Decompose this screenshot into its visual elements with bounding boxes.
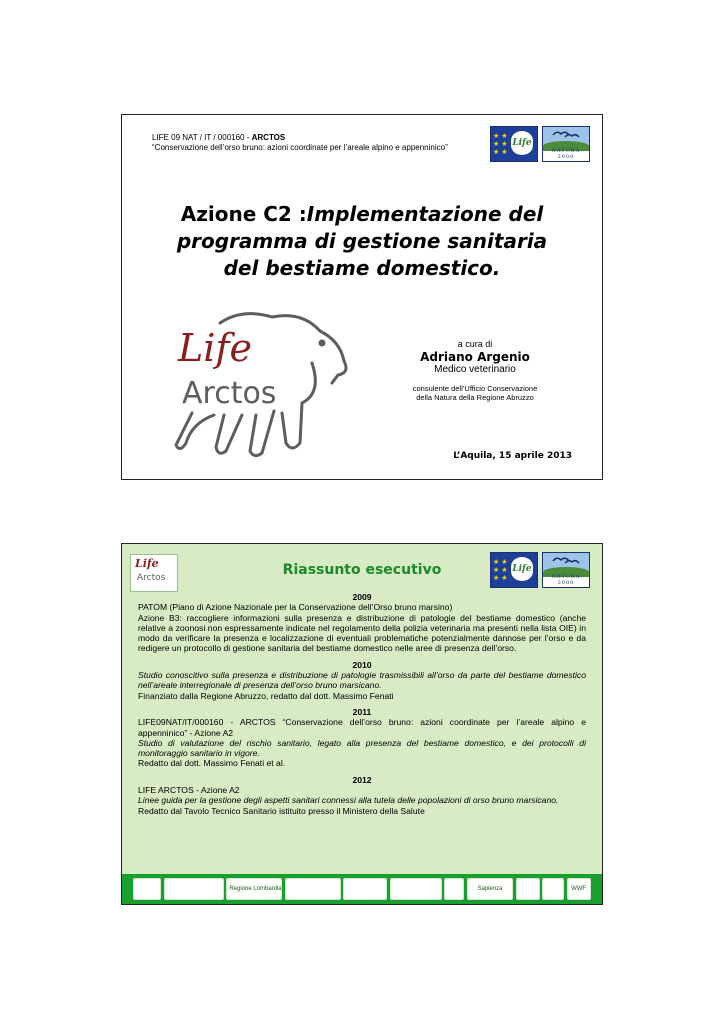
- natura-2000-logo: NATURA 2000: [542, 552, 590, 588]
- header-logos: [490, 552, 590, 588]
- life-arctos-logo: [162, 303, 362, 463]
- year-2011: 2011: [352, 706, 372, 717]
- year-2010: 2010: [352, 659, 372, 670]
- author-affiliation: consulente dell’Ufficio Conservazione della Natura della Regione Abruzzo: [412, 384, 538, 402]
- project-subtitle: “Conservazione dell’orso bruno: azioni coordinate per l’areale alpino e appenninico”: [152, 143, 448, 152]
- partner-logo: [285, 878, 341, 900]
- wwf-logo: WWF: [567, 878, 591, 900]
- summary-slide: [121, 543, 603, 905]
- eu-stars-icon: ★ ★ ★ ★ ★ ★: [493, 559, 508, 582]
- partner-logo: [444, 878, 464, 900]
- partner-logo: [343, 878, 387, 900]
- regione-lombardia-logo: Regione Lombardia: [226, 878, 282, 900]
- year-2009: 2009: [352, 592, 372, 602]
- partner-logo: [516, 878, 540, 900]
- eu-life-logo: ★ ★ ★ ★ ★ ★ Life: [490, 552, 538, 588]
- author-block: a cura di Adriano Argenio Medico veterinario consulente dell’Ufficio Conservazione della Natura della Regione Abruzzo: [380, 339, 570, 402]
- life-wordmark: Life: [178, 326, 252, 370]
- arctos-wordmark: Arctos: [182, 376, 277, 411]
- project-header: [152, 133, 448, 153]
- slide-heading: Riassunto esecutivo: [282, 562, 442, 578]
- birds-icon: [551, 129, 581, 139]
- year-2012: 2012: [352, 774, 372, 785]
- summary-body: 2009 PATOM (Piano di Azione Nazionale per la Conservazione dell’Orso bruno marsino) Azione B3: raccogliere informazioni sulla presenza e distribuzione di patologie del bestiame domestico (anche relative a zoonosi non espressamente indicate nel regolamento della polizia veterinaria ma presenti nella lista OIE) in modo da verificare la presenza e localizzazione di eventuali problematiche potenzialmente dannose per l’orso e da redigere un protocollo di gestione sanitaria del bestiame domestico nelle aree di presenza dell’orso. 2010 Studio conoscitivo sulla presenza e distribuzione di patologie trasmissibili all’orso da parte del bestiame domestico nell’areale interregionale di presenza dell’orso bruno marsicano. Finanziato dalla Regione Abruzzo, redatto dal dott. Massimo Fenati 2011 LIFE09NAT/IT/000160 - ARCTOS “Conservazione dell’orso bruno: azioni coordinate per l’areale alpino e appenninico” - Azione A2 Studio di valutazione del rischio sanitario, legato alla presenza del bestiame domestico, e dei protocolli di monitoraggio sanitario in vigore. Redatto dal dott. Massimo Fenati et al. 2012 LIFE ARCTOS - Azione A2 Linee guida per la gestione degli aspetti sanitari connessi alla tutela delle popolazioni di orso bruno marsicano. Redatto dal Tavolo Tecnico Sanitario istituito presso il Ministero della Salute: [138, 592, 586, 816]
- natura-2000-logo: NATURA 2000: [542, 126, 590, 162]
- author-role: Medico veterinario: [434, 364, 516, 375]
- partner-logo: [390, 878, 442, 900]
- sapienza-logo: Sapienza: [467, 878, 513, 900]
- eu-life-logo: ★ ★ ★ ★ ★ ★ Life: [490, 126, 538, 162]
- project-code: LIFE 09 NAT / IT / 000160 -: [152, 133, 252, 142]
- life-arctos-mini-logo: Life Arctos: [130, 554, 178, 592]
- partner-logo: [133, 878, 161, 900]
- title-slide: [121, 114, 603, 480]
- partner-logos-footer: [122, 874, 602, 904]
- header-logos: [490, 126, 590, 162]
- slide-title: Azione C2 :Implementazione del programma di gestione sanitaria del bestiame domestico.: [176, 202, 548, 280]
- eu-stars-icon: ★ ★ ★ ★ ★ ★: [493, 133, 508, 156]
- partner-logo: [164, 878, 224, 900]
- project-name: ARCTOS: [251, 133, 286, 142]
- presentation-date: L’Aquila, 15 aprile 2013: [453, 451, 572, 461]
- partner-logo: [542, 878, 564, 900]
- author-name: Adriano Argenio: [420, 350, 530, 364]
- birds-icon: [551, 555, 581, 565]
